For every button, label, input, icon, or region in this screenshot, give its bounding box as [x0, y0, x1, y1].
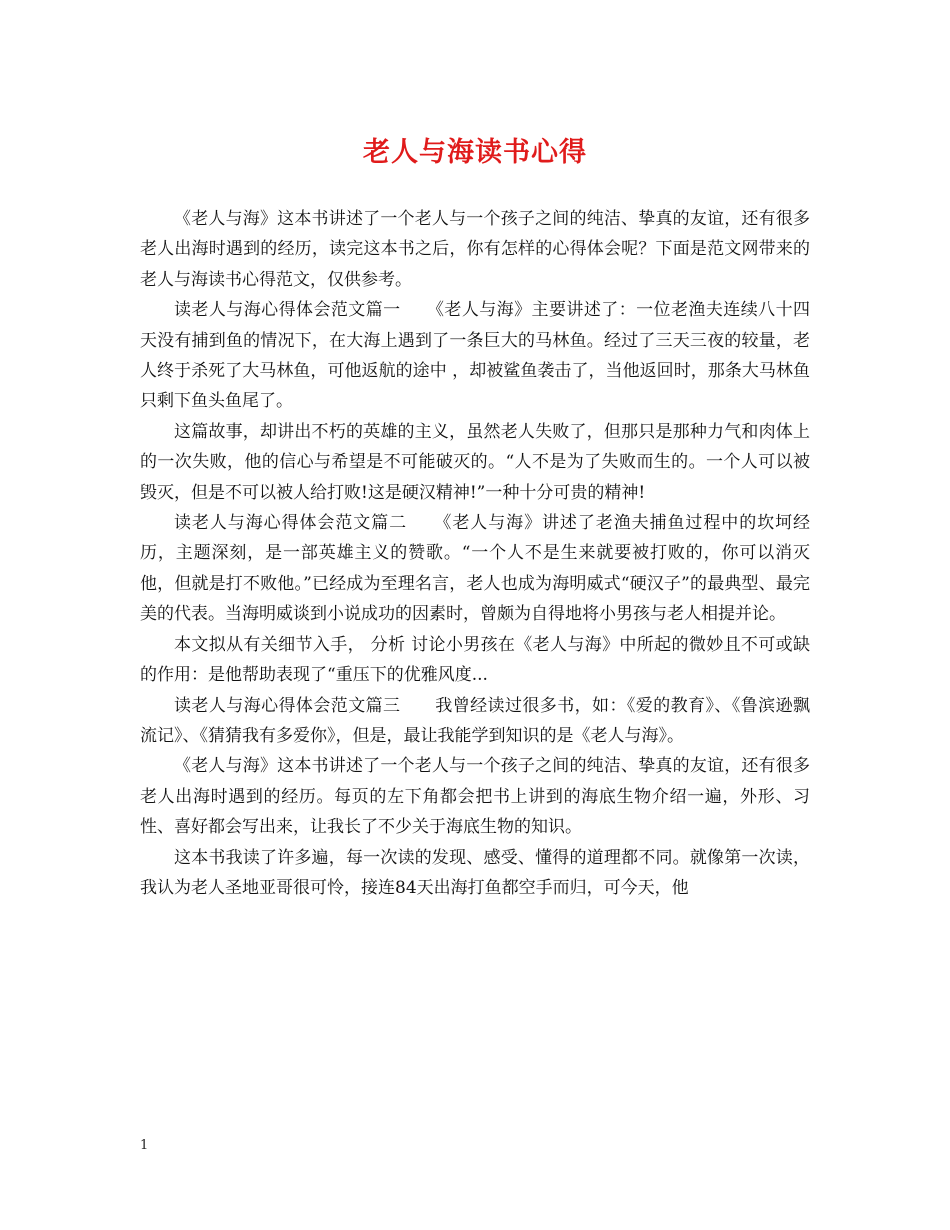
paragraph: 《老人与海》这本书讲述了一个老人与一个孩子之间的纯洁、挚真的友谊，还有很多老人出海时遇到的经历，读完这本书之后，你有怎样的心得体会呢？下面是范文网带来的老人与海读书心得范文，仅供参考。: [140, 209, 810, 290]
paragraph: 《老人与海》这本书讲述了一个老人与一个孩子之间的纯洁、挚真的友谊，还有很多老人出海时遇到的经历。每页的左下角都会把书上讲到的海底生物介绍一遍，外形、习性、喜好都会写出来，让我长了不少关于海底生物的知识。: [140, 756, 810, 838]
document-body: [140, 204, 810, 903]
paragraph: 读老人与海心得体会范文篇二 《老人与海》讲述了老渔夫捕鱼过程中的坎坷经历，主题深刻，是一部英雄主义的赞歌。“一个人不是生来就要被打败的，你可以消灭他，但就是打不败他。”已经成为至理名言，老人也成为海明威式“硬汉子”的最典型、最完美的代表。当海明威谈到小说成功的因素时，曾颇为自得地将小男孩与老人相提并论。: [140, 513, 810, 625]
paragraph: 这本书我读了许多遍，每一次读的发现、感受、懂得的道理都不同。就像第一次读，我认为老人圣地亚哥很可怜，接连84天出海打鱼都空手而归，可今天，他: [140, 847, 810, 898]
document-title: 老人与海读书心得: [363, 137, 587, 168]
paragraph: 本文拟从有关细节入手， 分析 讨论小男孩在《老人与海》中所起的微妙且不可或缺的作用：是他帮助表现了“重压下的优雅风度...: [140, 634, 810, 686]
paragraph: 读老人与海心得体会范文篇一 《老人与海》主要讲述了：一位老渔夫连续八十四天没有捕到鱼的情况下，在大海上遇到了一条巨大的马林鱼。经过了三天三夜的较量，老人终于杀死了大马林鱼，可他返航的途中 ，却被鲨鱼袭击了，当他返回时，那条大马林鱼只剩下鱼头鱼尾了。: [140, 300, 810, 412]
paragraph: 读老人与海心得体会范文篇三 我曾经读过很多书，如：《爱的教育》、《鲁滨逊飘流记》、《猜猜我有多爱你》，但是，最让我能学到知识的是《老人与海》。: [140, 695, 810, 746]
paragraph: 这篇故事，却讲出不朽的英雄的主义，虽然老人失败了，但那只是那种力气和肉体上的一次失败，他的信心与希望是不可能破灭的。“人不是为了失败而生的。一个人可以被毁灭，但是不可以被人给打败!这是硬汉精神!”一种十分可贵的精神!: [140, 421, 810, 503]
page-number: 1: [140, 1138, 149, 1153]
